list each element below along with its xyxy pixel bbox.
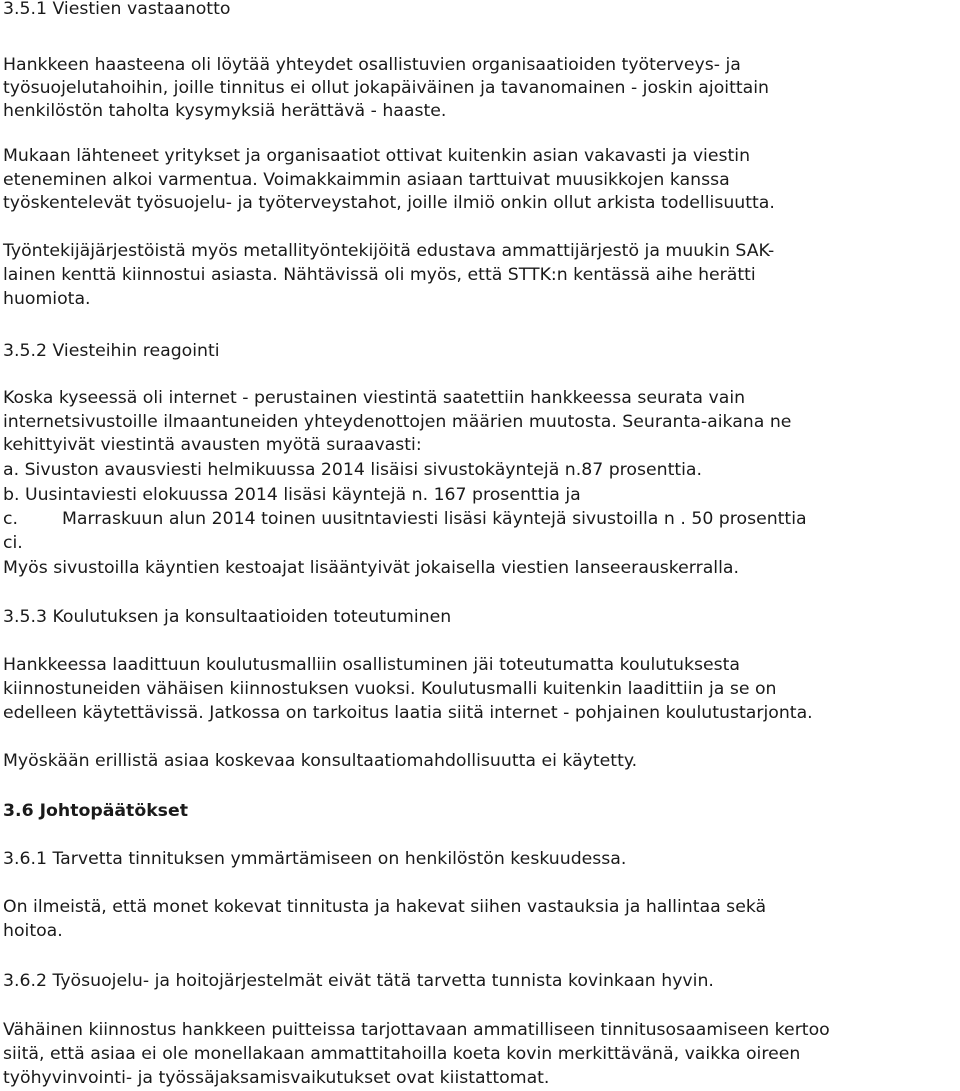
- section-heading-3-5-2: 3.5.2 Viesteihin reagointi: [3, 341, 220, 361]
- paragraph-line: työskentelevät työsuojelu- ja työterveystahot, joille ilmiö onkin ollut arkista todellisuutta.: [3, 193, 775, 213]
- paragraph-line: työhyvinvointi- ja työssäjaksamisvaikutukset ovat kiistattomat.: [3, 1068, 550, 1088]
- paragraph-line: Myös sivustoilla käyntien kestoajat lisääntyivät jokaisella viestien lanseerauskerralla.: [3, 558, 739, 578]
- paragraph-line: kiinnostuneiden vähäisen kiinnostuksen vuoksi. Koulutusmalli kuitenkin laadittiin ja se on: [3, 679, 777, 699]
- list-item-c-text: Marraskuun alun 2014 toinen uusitntaviesti lisäsi käyntejä sivustoilla n . 50 prosenttia: [62, 509, 807, 529]
- list-marker-c: c.: [3, 509, 18, 529]
- subsection-heading-3-6-1: 3.6.1 Tarvetta tinnituksen ymmärtämiseen on henkilöstön keskuudessa.: [3, 849, 627, 869]
- list-item-a: a. Sivuston avausviesti helmikuussa 2014 lisäisi sivustokäyntejä n.87 prosenttia.: [3, 460, 703, 480]
- paragraph-line: edelleen käytettävissä. Jatkossa on tarkoitus laatia siitä internet - pohjainen koulutustarjonta.: [3, 703, 813, 723]
- paragraph-line: Vähäinen kiinnostus hankkeen puitteissa tarjottavaan ammatilliseen tinnitusosaamiseen kertoo: [3, 1020, 830, 1040]
- paragraph-line: siitä, että asiaa ei ole monellakaan ammattitahoilla koeta kovin merkittävänä, vaikka oireen: [3, 1044, 801, 1064]
- paragraph-line: Hankkeessa laadittuun koulutusmalliin osallistuminen jäi toteutumatta koulutuksesta: [3, 655, 740, 675]
- subsection-heading-3-6-2: 3.6.2 Työsuojelu- ja hoitojärjestelmät eivät tätä tarvetta tunnista kovinkaan hyvin.: [3, 971, 714, 991]
- paragraph-line: Työntekijäjärjestöistä myös metallityöntekijöitä edustava ammattijärjestö ja muukin SAK-: [3, 241, 775, 261]
- paragraph-line: Mukaan lähteneet yritykset ja organisaatiot ottivat kuitenkin asian vakavasti ja viestin: [3, 146, 751, 166]
- section-heading-3-5-1: 3.5.1 Viestien vastaanotto: [3, 0, 231, 19]
- section-heading-3-5-3: 3.5.3 Koulutuksen ja konsultaatioiden toteutuminen: [3, 607, 452, 627]
- paragraph-line: Hankkeen haasteena oli löytää yhteydet osallistuvien organisaatioiden työterveys- ja: [3, 55, 741, 75]
- paragraph-line: työsuojelutahoihin, joille tinnitus ei ollut jokapäiväinen ja tavanomainen - joskin ajoittain: [3, 78, 769, 98]
- paragraph-line: kehittyivät viestintä avausten myötä suraavasti:: [3, 435, 422, 455]
- paragraph-line: Myöskään erillistä asiaa koskevaa konsultaatiomahdollisuutta ei käytetty.: [3, 751, 638, 771]
- paragraph-line: hoitoa.: [3, 921, 63, 941]
- section-heading-3-6: 3.6 Johtopäätökset: [3, 801, 188, 821]
- paragraph-line: henkilöstön taholta kysymyksiä herättävä - haaste.: [3, 101, 447, 121]
- list-item-b: b. Uusintaviesti elokuussa 2014 lisäsi käyntejä n. 167 prosenttia ja: [3, 485, 581, 505]
- paragraph-line: internetsivustoille ilmaantuneiden yhteydenottojen määrien muutosta. Seuranta-aikana ne: [3, 412, 792, 432]
- paragraph-line: lainen kenttä kiinnostui asiasta. Nähtävissä oli myös, että STTK:n kentässä aihe herätti: [3, 265, 756, 285]
- paragraph-line: huomiota.: [3, 289, 91, 309]
- paragraph-line: On ilmeistä, että monet kokevat tinnitusta ja hakevat siihen vastauksia ja hallintaa sekä: [3, 897, 767, 917]
- list-item-c-continuation: ci.: [3, 533, 23, 553]
- paragraph-line: Koska kyseessä oli internet - perustainen viestintä saatettiin hankkeessa seurata vain: [3, 388, 746, 408]
- paragraph-line: eteneminen alkoi varmentua. Voimakkaimmin asiaan tarttuivat muusikkojen kanssa: [3, 170, 730, 190]
- list-item-c: [3, 508, 807, 532]
